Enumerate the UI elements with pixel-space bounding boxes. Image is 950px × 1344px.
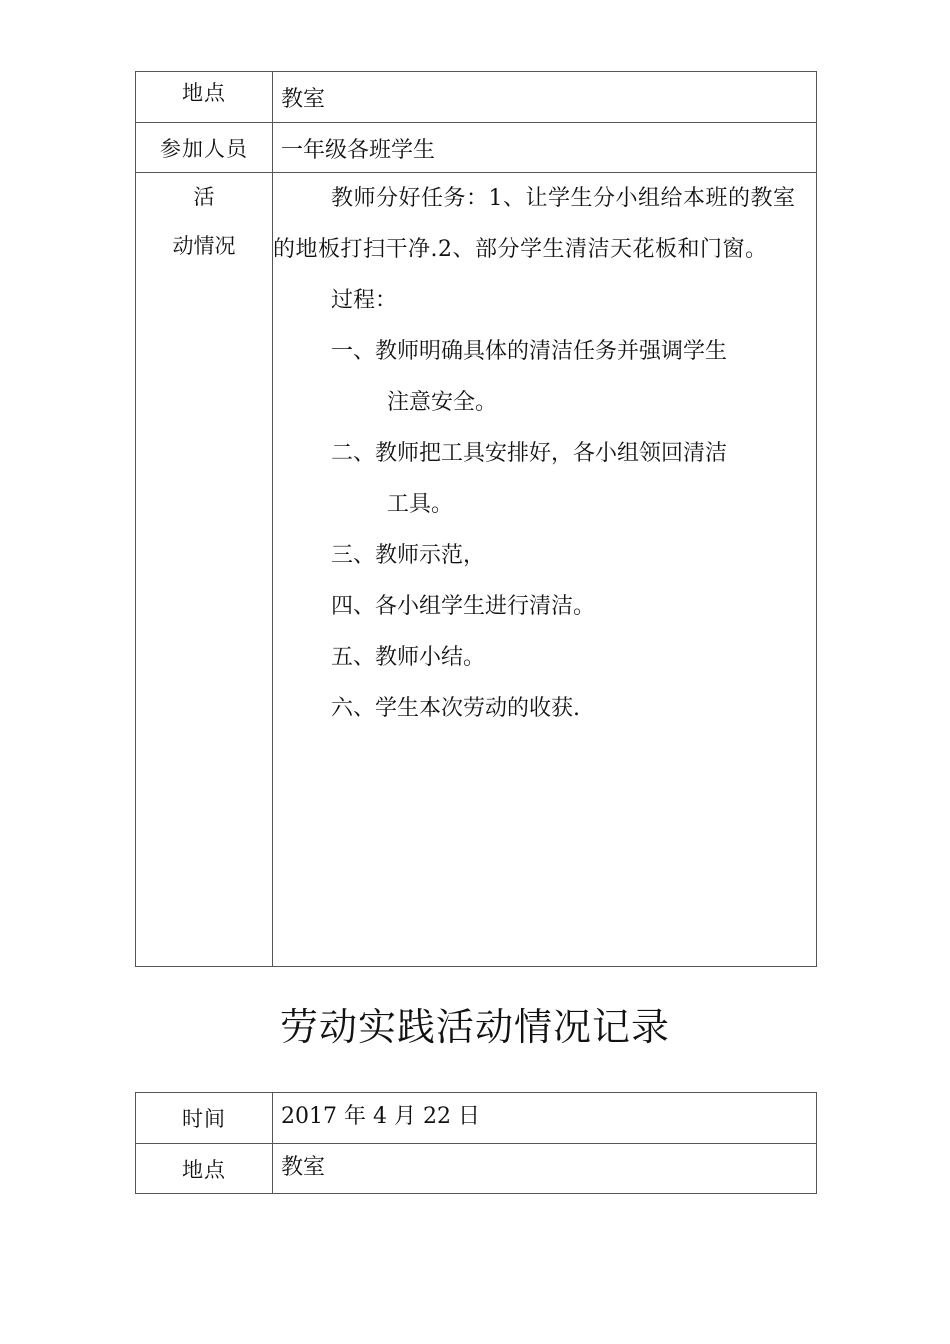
location-label-2: 地点 — [182, 1158, 226, 1182]
participants-value: 一年级各班学生 — [281, 138, 436, 163]
time-label-cell — [136, 1093, 273, 1144]
time-row — [136, 1093, 817, 1144]
activity-label-line1: 活 — [193, 185, 215, 209]
activity-record-table — [135, 71, 817, 967]
step-1-cont: 注意安全。 — [387, 390, 498, 415]
time-label: 时间 — [182, 1107, 226, 1131]
step-2: 二、教师把工具安排好，各小组领回清洁 — [331, 441, 728, 466]
activity-row — [136, 173, 817, 967]
location-value-cell-2 — [273, 1144, 817, 1194]
record-header-table — [135, 1092, 817, 1194]
participants-label: 参加人员 — [160, 137, 248, 161]
step-6: 六、学生本次劳动的收获. — [331, 696, 580, 721]
location-value-cell — [273, 72, 817, 123]
location-value-2: 教室 — [281, 1155, 326, 1180]
tasks-text: 教师分好任务：1、让学生分小组给本班的教室的地板打扫干净.2、部分学生清洁天花板和门窗。 — [273, 186, 796, 262]
location-row — [136, 72, 817, 123]
location-value: 教室 — [281, 87, 326, 112]
page-title: 劳动实践活动情况记录 — [279, 1005, 670, 1049]
step-3: 三、教师示范， — [331, 543, 486, 568]
activity-content-cell — [273, 173, 817, 967]
process-label: 过程： — [331, 288, 398, 313]
location-row-2 — [136, 1144, 817, 1194]
step-2-cont: 工具。 — [387, 492, 454, 517]
participants-value-cell — [273, 123, 817, 173]
activity-label-cell — [136, 173, 273, 967]
time-value-cell — [273, 1093, 817, 1144]
location-label-cell-2 — [136, 1144, 273, 1194]
location-label: 地点 — [182, 81, 226, 105]
step-1: 一、教师明确具体的清洁任务并强调学生 — [331, 339, 728, 364]
participants-row — [136, 123, 817, 173]
step-5: 五、教师小结。 — [331, 645, 486, 670]
step-4: 四、各小组学生进行清洁。 — [331, 594, 596, 619]
activity-label-line2: 动情况 — [172, 234, 236, 258]
time-value: 2017 年 4 月 22 日 — [281, 1104, 480, 1129]
location-label-cell — [136, 72, 273, 123]
participants-label-cell — [136, 123, 273, 173]
